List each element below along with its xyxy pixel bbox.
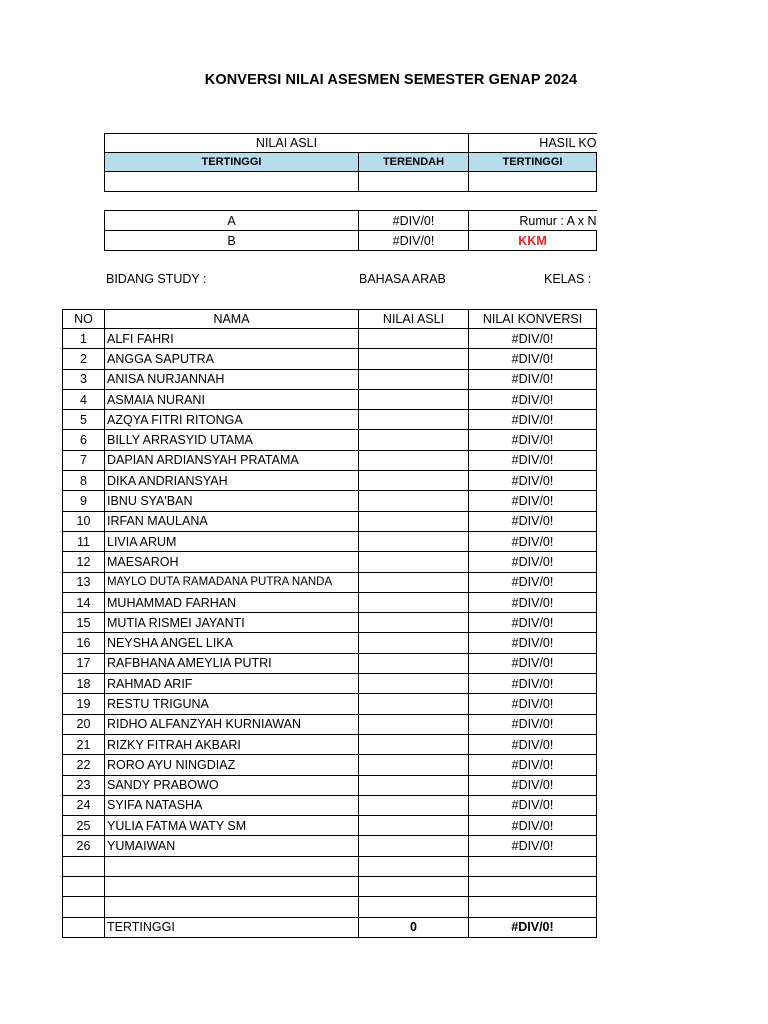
row-nilai-asli-cell[interactable] [359,613,469,633]
row-nama-cell[interactable]: DIKA ANDRIANSYAH [105,471,359,491]
row-nilai-asli-cell[interactable] [359,552,469,572]
row-nama-cell[interactable]: ANGGA SAPUTRA [105,349,359,369]
table-row [63,674,597,694]
row-nilai-asli-cell[interactable] [359,430,469,450]
row-no-cell[interactable]: 16 [63,633,105,653]
row-nilai-konversi-cell[interactable]: #DIV/0! [469,714,597,734]
row-nilai-asli-cell[interactable] [359,755,469,775]
row-nilai-asli-cell[interactable] [359,734,469,754]
row-nilai-konversi-cell[interactable]: #DIV/0! [469,450,597,470]
tertinggi-konversi-cell[interactable] [469,172,597,192]
footer-no-cell[interactable] [63,917,105,937]
table-row [63,755,597,775]
table-row [63,531,597,551]
table-row [63,369,597,389]
row-no-cell[interactable]: 4 [63,389,105,409]
terendah-cell[interactable] [359,172,469,192]
header-nama[interactable]: NAMA [105,310,359,329]
row-nilai-asli-cell[interactable] [359,633,469,653]
row-no-cell[interactable]: 20 [63,714,105,734]
row-nama-cell[interactable]: RAFBHANA AMEYLIA PUTRI [105,653,359,673]
row-nilai-konversi-cell[interactable] [469,877,597,897]
table-row [63,430,597,450]
summary-table [104,133,597,192]
row-no-cell[interactable]: 18 [63,674,105,694]
row-no-cell[interactable]: 14 [63,592,105,612]
row-nilai-konversi-cell[interactable]: #DIV/0! [469,653,597,673]
row-nama-cell[interactable]: RAHMAD ARIF [105,674,359,694]
formula-rumus[interactable]: Rumur : A x N [469,211,597,231]
hasil-konversi-header[interactable]: HASIL KO [469,134,597,153]
table-row [63,775,597,795]
row-nilai-asli-cell[interactable] [359,592,469,612]
row-nilai-konversi-cell[interactable] [469,897,597,917]
row-no-cell[interactable]: 12 [63,552,105,572]
row-nama-cell[interactable]: IBNU SYA'BAN [105,491,359,511]
row-nilai-konversi-cell[interactable]: #DIV/0! [469,552,597,572]
table-row [63,592,597,612]
table-row [63,410,597,430]
formula-b-label[interactable]: B [105,231,359,251]
row-nama-cell[interactable]: ANISA NURJANNAH [105,369,359,389]
row-nama-cell[interactable]: LIVIA ARUM [105,531,359,551]
row-no-cell[interactable] [63,877,105,897]
row-nilai-konversi-cell[interactable]: #DIV/0! [469,674,597,694]
row-no-cell[interactable]: 21 [63,734,105,754]
row-nama-cell[interactable]: RESTU TRIGUNA [105,694,359,714]
table-row [63,471,597,491]
table-row [63,511,597,531]
row-nama-cell[interactable]: ASMAIA NURANI [105,389,359,409]
table-row [63,714,597,734]
table-row [63,877,597,897]
row-nilai-konversi-cell[interactable]: #DIV/0! [469,349,597,369]
nilai-asli-header[interactable]: NILAI ASLI [105,134,469,153]
bidang-study-label: BIDANG STUDY : [106,272,207,286]
table-row [63,897,597,917]
row-nilai-konversi-cell[interactable]: #DIV/0! [469,734,597,754]
row-nilai-konversi-cell[interactable]: #DIV/0! [469,531,597,551]
row-no-cell[interactable]: 22 [63,755,105,775]
row-nilai-asli-cell[interactable] [359,329,469,349]
row-nilai-konversi-cell[interactable]: #DIV/0! [469,369,597,389]
row-nilai-asli-cell[interactable] [359,511,469,531]
row-no-cell[interactable]: 5 [63,410,105,430]
row-no-cell[interactable]: 6 [63,430,105,450]
terendah-header[interactable]: TERENDAH [359,153,469,172]
row-nilai-asli-cell[interactable] [359,775,469,795]
row-nama-cell[interactable]: BILLY ARRASYID UTAMA [105,430,359,450]
row-nama-cell[interactable] [105,897,359,917]
bidang-study-value: BAHASA ARAB [359,272,446,286]
row-nama-cell[interactable]: NEYSHA ANGEL LIKA [105,633,359,653]
row-nilai-konversi-cell[interactable]: #DIV/0! [469,410,597,430]
table-row [63,795,597,815]
page-title: KONVERSI NILAI ASESMEN SEMESTER GENAP 2024 [204,72,578,88]
row-nilai-asli-cell[interactable] [359,410,469,430]
header-no[interactable]: NO [63,310,105,329]
row-nilai-asli-cell[interactable] [359,531,469,551]
row-no-cell[interactable]: 1 [63,329,105,349]
row-nilai-asli-cell[interactable] [359,856,469,876]
formula-b-value[interactable]: #DIV/0! [359,231,469,251]
row-nama-cell[interactable] [105,877,359,897]
row-nilai-asli-cell[interactable] [359,674,469,694]
row-no-cell[interactable]: 7 [63,450,105,470]
row-nilai-asli-cell[interactable] [359,369,469,389]
row-no-cell[interactable]: 19 [63,694,105,714]
row-nilai-asli-cell[interactable] [359,694,469,714]
row-nilai-konversi-cell[interactable]: #DIV/0! [469,389,597,409]
row-nilai-konversi-cell[interactable]: #DIV/0! [469,633,597,653]
row-nilai-asli-cell[interactable] [359,653,469,673]
row-nilai-konversi-cell[interactable]: #DIV/0! [469,755,597,775]
table-row [63,633,597,653]
row-no-cell[interactable]: 9 [63,491,105,511]
row-nama-cell[interactable]: RORO AYU NINGDIAZ [105,755,359,775]
row-nilai-konversi-cell[interactable]: #DIV/0! [469,491,597,511]
row-nilai-asli-cell[interactable] [359,450,469,470]
row-nama-cell[interactable]: YULIA FATMA WATY SM [105,816,359,836]
row-nilai-asli-cell[interactable] [359,349,469,369]
row-nama-cell[interactable]: MAESAROH [105,552,359,572]
row-nilai-konversi-cell[interactable]: #DIV/0! [469,613,597,633]
row-nama-cell[interactable]: MUTIA RISMEI JAYANTI [105,613,359,633]
row-no-cell[interactable]: 25 [63,816,105,836]
row-no-cell[interactable]: 11 [63,531,105,551]
row-no-cell[interactable]: 13 [63,572,105,592]
table-row [63,552,597,572]
row-nama-cell[interactable]: IRFAN MAULANA [105,511,359,531]
table-row [63,613,597,633]
row-nilai-konversi-cell[interactable]: #DIV/0! [469,694,597,714]
row-nama-cell[interactable]: RIDHO ALFANZYAH KURNIAWAN [105,714,359,734]
table-row [63,694,597,714]
footer-label-cell[interactable]: TERTINGGI [105,917,359,937]
formula-a-label[interactable]: A [105,211,359,231]
row-nilai-konversi-cell[interactable]: #DIV/0! [469,795,597,815]
row-nilai-asli-cell[interactable] [359,389,469,409]
row-nilai-konversi-cell[interactable]: #DIV/0! [469,329,597,349]
row-nilai-konversi-cell[interactable] [469,856,597,876]
table-row [63,491,597,511]
row-nilai-asli-cell[interactable] [359,816,469,836]
table-row [63,816,597,836]
row-no-cell[interactable]: 15 [63,613,105,633]
row-no-cell[interactable]: 23 [63,775,105,795]
row-nama-cell[interactable]: SANDY PRABOWO [105,775,359,795]
table-row [63,349,597,369]
header-nilai-konversi[interactable]: NILAI KONVERSI [469,310,597,329]
table-footer-row [63,917,597,937]
row-nilai-asli-cell[interactable] [359,714,469,734]
tertinggi-header[interactable]: TERTINGGI [105,153,359,172]
row-no-cell[interactable]: 26 [63,836,105,856]
formula-table [104,210,597,251]
table-row [63,389,597,409]
row-no-cell[interactable]: 10 [63,511,105,531]
row-nilai-asli-cell[interactable] [359,836,469,856]
row-nama-cell[interactable]: MAYLO DUTA RAMADANA PUTRA NANDA [105,572,359,592]
table-row [63,734,597,754]
row-nilai-konversi-cell[interactable]: #DIV/0! [469,572,597,592]
table-row [63,450,597,470]
row-no-cell[interactable]: 3 [63,369,105,389]
table-row [63,856,597,876]
row-no-cell[interactable]: 2 [63,349,105,369]
row-nama-cell[interactable]: DAPIAN ARDIANSYAH PRATAMA [105,450,359,470]
row-nilai-asli-cell[interactable] [359,897,469,917]
row-nilai-asli-cell[interactable] [359,572,469,592]
row-no-cell[interactable] [63,856,105,876]
row-nilai-asli-cell[interactable] [359,877,469,897]
row-nilai-konversi-cell[interactable]: #DIV/0! [469,511,597,531]
row-nama-cell[interactable]: MUHAMMAD FARHAN [105,592,359,612]
row-nilai-asli-cell[interactable] [359,491,469,511]
row-nilai-konversi-cell[interactable]: #DIV/0! [469,592,597,612]
row-nilai-asli-cell[interactable] [359,795,469,815]
kkm-label[interactable]: KKM [469,231,597,251]
row-no-cell[interactable]: 8 [63,471,105,491]
tertinggi-cell[interactable] [105,172,359,192]
row-nilai-konversi-cell[interactable]: #DIV/0! [469,816,597,836]
table-row [63,836,597,856]
kelas-label: KELAS : [544,272,592,286]
row-nilai-asli-cell[interactable] [359,471,469,491]
footer-nilai-asli-cell[interactable]: 0 [359,917,469,937]
row-no-cell[interactable] [63,897,105,917]
row-nama-cell[interactable]: ALFI FAHRI [105,329,359,349]
formula-a-value[interactable]: #DIV/0! [359,211,469,231]
row-nilai-konversi-cell[interactable]: #DIV/0! [469,471,597,491]
header-nilai-asli[interactable]: NILAI ASLI [359,310,469,329]
footer-nilai-konversi-cell[interactable]: #DIV/0! [469,917,597,937]
tertinggi-konversi-header[interactable]: TERTINGGI [469,153,597,172]
table-row [63,572,597,592]
student-table [62,309,597,938]
row-nama-cell[interactable]: RIZKY FITRAH AKBARI [105,734,359,754]
row-no-cell[interactable]: 24 [63,795,105,815]
row-nilai-konversi-cell[interactable]: #DIV/0! [469,836,597,856]
row-no-cell[interactable]: 17 [63,653,105,673]
row-nama-cell[interactable]: YUMAIWAN [105,836,359,856]
row-nama-cell[interactable] [105,856,359,876]
row-nilai-konversi-cell[interactable]: #DIV/0! [469,775,597,795]
table-row [63,653,597,673]
row-nama-cell[interactable]: SYIFA NATASHA [105,795,359,815]
row-nama-cell[interactable]: AZQYA FITRI RITONGA [105,410,359,430]
table-header-row [63,310,597,329]
table-row [63,329,597,349]
row-nilai-konversi-cell[interactable]: #DIV/0! [469,430,597,450]
